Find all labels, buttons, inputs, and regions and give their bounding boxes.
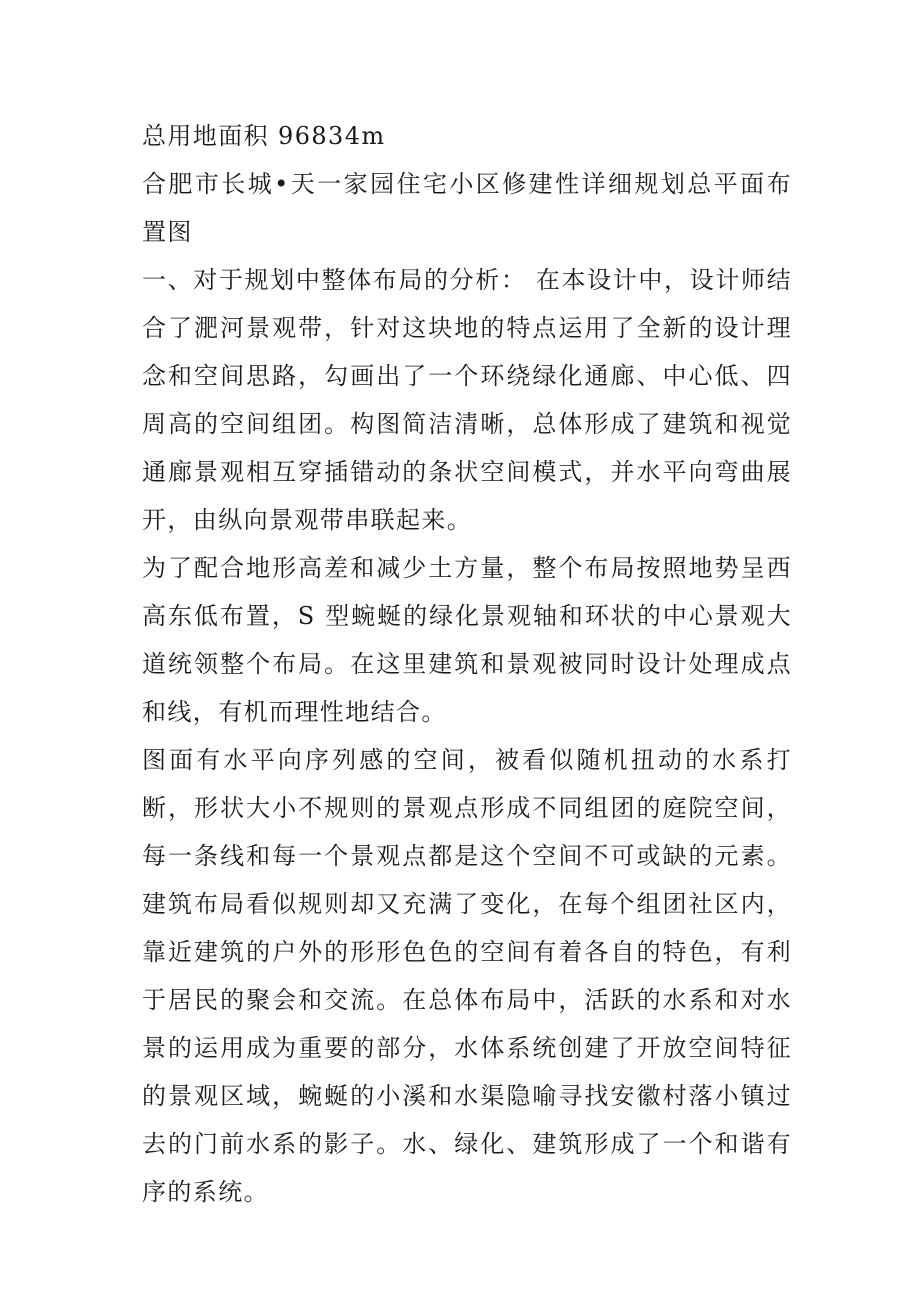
paragraph-plan-title: 合肥市长城•天一家园住宅小区修建性详细规划总平面布置图 [142,170,792,246]
paragraph-layout-analysis: 一、对于规划中整体布局的分析： 在本设计中，设计师结合了淝河景观带，针对这块地的特点运用了全新的设计理念和空间思路，勾画出了一个环绕绿化通廊、中心低、四周高的空间组团。构图简洁清晰，总体形成了建筑和视觉通廊景观相互穿插错动的条状空间模式，并水平向弯曲展开，由纵向景观带串联起来。 [142,266,792,534]
paragraph-spatial-water-system: 图面有水平向序列感的空间，被看似随机扭动的水系打断，形状大小不规则的景观点形成不同组团的庭院空间，每一条线和每一个景观点都是这个空间不可或缺的元素。建筑布局看似规则却又充满了变化，在每个组团社区内，靠近建筑的户外的形形色色的空间有着各自的特色，有利于居民的聚会和交流。在总体布局中，活跃的水系和对水景的运用成为重要的部分，水体系统创建了开放空间特征的景观区域，蜿蜒的小溪和水渠隐喻寻找安徽村落小镇过去的门前水系的影子。水、绿化、建筑形成了一个和谐有序的系统。 [142,746,792,1206]
paragraph-site-area: 总用地面积 96834m [142,122,386,150]
document-body [142,112,792,1216]
paragraph-terrain-layout: 为了配合地形高差和减少土方量，整个布局按照地势呈西高东低布置，S 型蜿蜒的绿化景观轴和环状的中心景观大道统领整个布局。在这里建筑和景观被同时设计处理成点和线，有机而理性地结合。 [142,554,792,726]
